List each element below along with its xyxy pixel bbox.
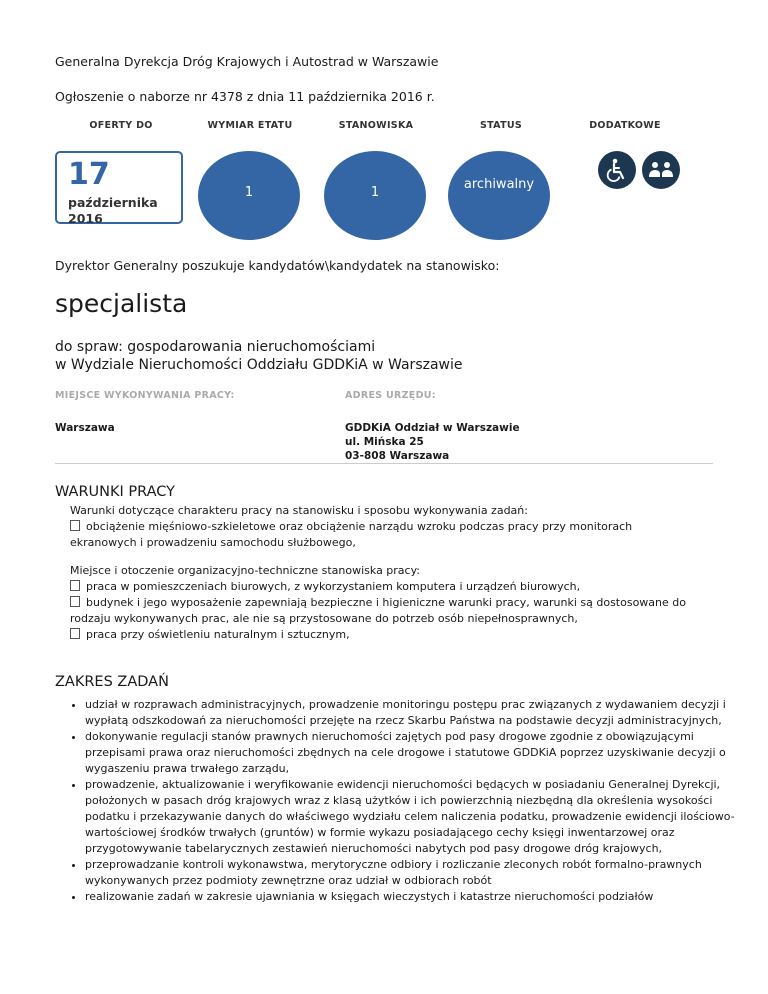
warunki-heading: WARUNKI PRACY bbox=[55, 484, 176, 500]
deadline-day: 17 bbox=[68, 157, 110, 192]
wheelchair-icon bbox=[598, 151, 636, 189]
deadline-date-box bbox=[55, 151, 183, 224]
address-label: ADRES URZĘDU: bbox=[345, 390, 436, 401]
deadline-month-year bbox=[68, 195, 158, 227]
warunki-item-1a-text: obciążenie mięśniowo-szkieletowe oraz obciążenie narządu wzroku podczas pracy przy monitorach bbox=[86, 520, 633, 533]
warunki-item-1b: ekranowych i prowadzeniu samochodu służbowego, bbox=[70, 536, 356, 549]
list-item: • udział w rozprawach administracyjnych, prowadzenie monitoringu postępu prac związanych z wydawaniem decyzji i wypłatą odszkodowań za nieruchomości przejęte na rzecz Skarbu Państwa na podstawie decyzji administracyjnych, bbox=[85, 697, 745, 729]
checkbox-glyph-icon bbox=[70, 520, 80, 531]
label-oferty-do: OFERTY DO bbox=[89, 120, 153, 131]
label-wymiar-etatu: WYMIAR ETATU bbox=[207, 120, 293, 131]
wymiar-etatu-value: 1 bbox=[244, 185, 254, 200]
status-badge bbox=[448, 151, 550, 240]
checkbox-glyph-icon bbox=[70, 628, 80, 639]
list-item: • prowadzenie, aktualizowanie i weryfikowanie ewidencji nieruchomości będących w posiadaniu Generalnej Dyrekcji, położonych w pasach dróg krajowych wraz z klasą użytków i ich powierzchnią niezbędną dla określenia wysokości podatku i przekazywanie danych do właściwego wydziału celem naliczenia podatku, prowadzenie ewidencji ilościowo-wartościowej środków trwałych (gruntów) w formie wykazu posiadającego cechy księgi inwentarzowej oraz przygotowywanie tabelarycznych zestawień nieruchomości nabytych pod pasy drogowe dróg krajowych, bbox=[85, 777, 745, 857]
list-item: • dokonywanie regulacji stanów prawnych nieruchomości zajętych pod pasy drogowe zgodnie z obowiązującymi przepisami prawa oraz nieruchomości zbędnych na cele drogowe i statutowe GDDKiA poprzez uzyskiwanie decyzji o wygaszeniu prawa trwałego zarządu, bbox=[85, 729, 745, 777]
deadline-month: października bbox=[68, 195, 158, 210]
wymiar-etatu-badge bbox=[198, 151, 300, 240]
checkbox-glyph-icon bbox=[70, 580, 80, 591]
zakres-list bbox=[55, 697, 745, 905]
list-item: • przeprowadzanie kontroli wykonawstwa, merytoryczne odbiory i rozliczanie zleconych robót formalno-prawnych wykonywanych przez podmioty zewnętrzne oraz udział w odbiorach robót bbox=[85, 857, 745, 889]
sign-language-icon bbox=[642, 151, 680, 189]
position-subtitle-1: do spraw: gospodarowania nieruchomościami bbox=[55, 339, 376, 355]
place-label: MIEJSCE WYKONYWANIA PRACY: bbox=[55, 390, 235, 401]
address-line-1: GDDKiA Oddział w Warszawie bbox=[345, 422, 520, 434]
zakres-heading: ZAKRES ZADAŃ bbox=[55, 674, 169, 690]
institution-name: Generalna Dyrekcja Dróg Krajowych i Autostrad w Warszawie bbox=[55, 54, 439, 69]
warunki-item-3b: rodzaju wykonywanych prac, ale nie są przystosowane do potrzeb osób niepełnosprawnych, bbox=[70, 612, 578, 625]
address-line-3: 03-808 Warszawa bbox=[345, 450, 450, 462]
warunki-item-1a bbox=[70, 519, 720, 535]
announcement-number: Ogłoszenie o naborze nr 4378 z dnia 11 października 2016 r. bbox=[55, 89, 435, 104]
warunki-p2: Miejsce i otoczenie organizacyjno-techniczne stanowiska pracy: bbox=[70, 564, 421, 577]
warunki-item-3a-text: budynek i jego wyposażenie zapewniają bezpieczne i higieniczne warunki pracy, warunki są dostosowane do bbox=[86, 596, 686, 609]
warunki-item-2-text: praca w pomieszczeniach biurowych, z wykorzystaniem komputera i urządzeń biurowych, bbox=[86, 580, 581, 593]
warunki-item-4 bbox=[70, 627, 720, 643]
label-dodatkowe: DODATKOWE bbox=[589, 120, 661, 131]
divider bbox=[55, 463, 713, 464]
warunki-item-4-text: praca przy oświetleniu naturalnym i sztucznym, bbox=[86, 628, 350, 641]
warunki-item-3a bbox=[70, 595, 720, 611]
place-value: Warszawa bbox=[55, 422, 115, 434]
list-item: • realizowanie zadań w zakresie ujawniania w księgach wieczystych i katastrze nieruchomości podziałów bbox=[85, 889, 745, 905]
warunki-p1: Warunki dotyczące charakteru pracy na stanowisku i sposobu wykonywania zadań: bbox=[70, 504, 528, 517]
deadline-year: 2016 bbox=[68, 211, 103, 226]
label-stanowiska: STANOWISKA bbox=[338, 120, 414, 131]
status-value: archiwalny bbox=[463, 177, 535, 192]
intro-text: Dyrektor Generalny poszukuje kandydatów\kandydatek na stanowisko: bbox=[55, 258, 500, 273]
checkbox-glyph-icon bbox=[70, 596, 80, 607]
stanowiska-badge bbox=[324, 151, 426, 240]
stanowiska-value: 1 bbox=[370, 185, 380, 200]
address-line-2: ul. Mińska 25 bbox=[345, 436, 424, 448]
position-subtitle-2: w Wydziale Nieruchomości Oddziału GDDKiA w Warszawie bbox=[55, 357, 463, 373]
position-title: specjalista bbox=[55, 289, 188, 318]
warunki-item-2 bbox=[70, 579, 720, 595]
label-status: STATUS bbox=[479, 120, 523, 131]
